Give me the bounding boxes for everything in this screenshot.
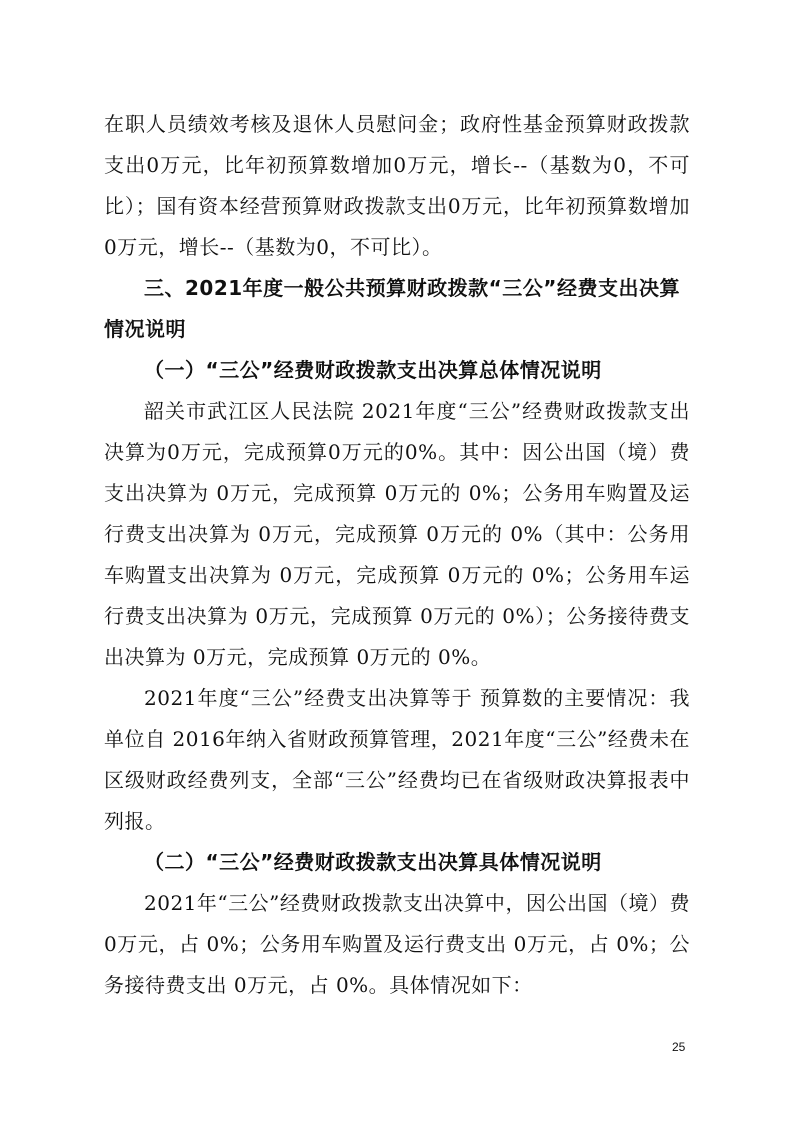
paragraph-overall-situation: 韶关市武江区人民法院 2021年度“三公”经费财政拨款支出决算为0万元，完成预算0万元的0%。其中：因公出国（境）费支出决算为 0万元，完成预算 0万元的 0%；公务用车购置及运行费支出决算为 0万元，完成预算 0万元的 0%（其中：公务用车购置支出决算为 0万元，完成预算 0万元的 0%；公务用车运行费支出决算为 0万元，完成预算 0万元的 0%）；公务接待费支出决算为 0万元，完成预算 0万元的 0%。 [104, 399, 690, 669]
page-number: 25 [672, 1040, 686, 1054]
paragraph-specific-situation: 2021年“三公”经费财政拨款支出决算中，因公出国（境）费 0万元，占 0%；公务用车购置及运行费支出 0万元，占 0%；公务接待费支出 0万元，占 0%。具体情况如下： [104, 891, 690, 997]
subheading-specific-situation: （二）“三公”经费财政拨款支出决算具体情况说明 [144, 850, 602, 874]
paragraph-main-situation: 2021年度“三公”经费支出决算等于 预算数的主要情况：我单位自 2016年纳入省财政预算管理，2021年度“三公”经费未在区级财政经费列支，全部“三公”经费均已在省级财政决算报表中列报。 [104, 686, 690, 833]
document-body [104, 104, 690, 1006]
paragraph-funds-summary: 在职人员绩效考核及退休人员慰问金；政府性基金预算财政拨款支出0万元，比年初预算数增加0万元，增长--（基数为0，不可比）；国有资本经营预算财政拨款支出0万元，比年初预算数增加0万元，增长--（基数为0，不可比）。 [104, 112, 690, 259]
section-heading-three-public-expenses: 三、2021年度一般公共预算财政拨款“三公”经费支出决算情况说明 [104, 276, 680, 341]
subheading-overall-situation: （一）“三公”经费财政拨款支出决算总体情况说明 [144, 358, 602, 382]
